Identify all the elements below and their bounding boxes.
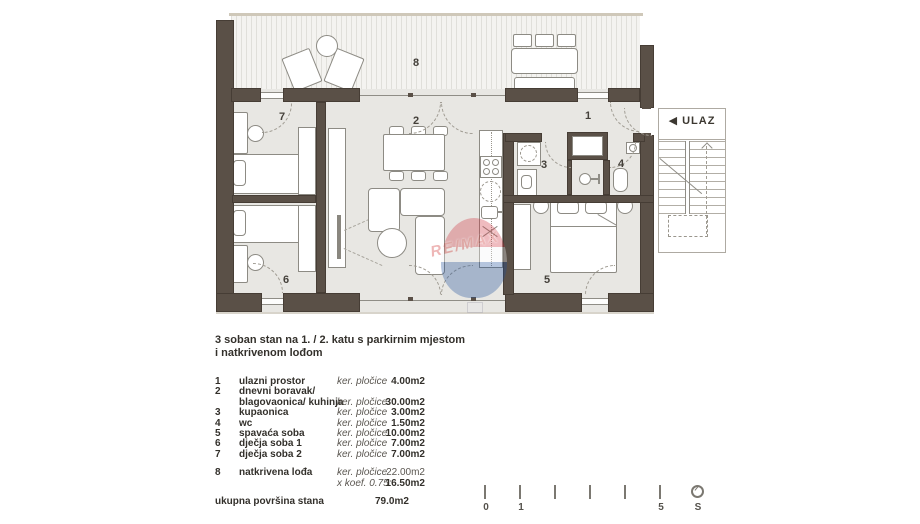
wall-segment [231, 88, 261, 102]
wall-segment [505, 293, 582, 312]
washing-machine-drum [520, 145, 537, 162]
scale-label-0: 0 [483, 502, 489, 513]
dining-chair [389, 171, 404, 181]
sofa-chaise [368, 188, 400, 232]
legend-area: 22.00m2 [386, 467, 425, 479]
sofa [400, 188, 445, 216]
legend-material: ker. pločice [337, 407, 388, 419]
wall-interior [503, 133, 514, 295]
legend-row [215, 468, 435, 478]
legend-material: ker. pločice [337, 467, 388, 479]
opening-line [360, 300, 505, 301]
legend-name: ulazni prostor [239, 376, 306, 387]
legend-name: wc [239, 417, 253, 429]
legend-name: blagovaonica/ kuhinja [239, 396, 344, 408]
wall-segment [603, 160, 610, 195]
legend-total-label: ukupna površina stana [215, 495, 324, 507]
description-line1: 3 soban stan na 1. / 2. katu s parkirnim mjestom [215, 334, 466, 346]
toilet [613, 168, 628, 192]
wall-interior [505, 133, 542, 142]
legend-area: 7.00m2 [391, 438, 425, 450]
closet [572, 136, 603, 156]
dining-chair [411, 171, 426, 181]
scale-tick [589, 485, 591, 499]
wall-left [216, 20, 234, 312]
window [261, 92, 283, 99]
legend-num: 8 [215, 467, 221, 479]
window [262, 298, 283, 305]
scale-tick [659, 485, 661, 499]
dishwasher-x [481, 224, 499, 240]
wardrobe [298, 205, 316, 272]
room-label-1: 1 [585, 110, 592, 122]
wall-segment [608, 88, 640, 102]
legend-area: 3.00m2 [391, 407, 425, 419]
stair-landing [668, 215, 708, 237]
scale-bar [478, 482, 720, 518]
legend-num: 7 [215, 448, 221, 460]
legend-material: ker. pločice [337, 427, 388, 439]
scale-tick [484, 485, 486, 499]
kitchen-sink [480, 181, 501, 202]
legend-row [215, 408, 435, 418]
legend-area: 10.00m2 [385, 427, 425, 439]
room-label-3: 3 [541, 159, 548, 171]
entrance-label [660, 114, 724, 127]
side-table [316, 35, 338, 57]
wall-right-lower [640, 135, 654, 312]
wall-right-upper [640, 45, 654, 108]
room-label-5: 5 [544, 274, 551, 286]
wall-interior [503, 195, 654, 203]
legend-material: ker. pločice [337, 417, 388, 429]
burner [483, 159, 490, 166]
legend-name: kupaonica [239, 407, 289, 419]
legend-material: ker. pločice [337, 438, 388, 450]
shower-lever [598, 174, 600, 184]
legend-material: ker. pločice [337, 448, 388, 460]
burner [492, 159, 499, 166]
legend-num: 3 [215, 407, 221, 419]
legend-name: dječja soba 2 [239, 448, 302, 460]
window [578, 92, 608, 99]
legend-area: 7.00m2 [391, 448, 425, 460]
wall-segment [216, 293, 262, 312]
compass-label: S [694, 502, 702, 513]
stair-center-wall [685, 141, 690, 214]
legend-name: dječja soba 1 [239, 438, 302, 450]
wardrobe [298, 127, 316, 195]
legend-total-row [215, 497, 435, 507]
room-label-4: 4 [618, 158, 625, 170]
watermark-text: RE/MAX [428, 228, 502, 261]
door-jamb [408, 93, 413, 97]
pillow [233, 160, 246, 186]
legend-num: 2 [215, 386, 221, 398]
legend-material: ker. pločice [337, 396, 388, 408]
north-compass-icon [691, 485, 704, 498]
entrance-arrow-icon: ◀ [668, 115, 679, 127]
legend-row [215, 479, 435, 489]
description-line2: i natkrivenom lođom [215, 347, 323, 359]
bath-sink [521, 175, 532, 189]
wall-segment [283, 88, 360, 102]
room-label-6: 6 [283, 274, 290, 286]
bed-fold-line [551, 226, 616, 227]
wall-segment [608, 293, 654, 312]
scale-label-1: 1 [518, 502, 524, 513]
legend-area: 1.50m2 [391, 417, 425, 429]
scale-tick [554, 485, 556, 499]
wall-segment [505, 88, 578, 102]
loggia-sofa [511, 48, 578, 74]
wall-interior [316, 102, 326, 293]
scale-label-5: 5 [658, 502, 664, 513]
legend-name: natkrivena lođa [239, 467, 313, 479]
scale-tick [519, 485, 521, 499]
legend-area: 30.00m2 [385, 396, 425, 408]
legend-material: ker. pločice [337, 376, 388, 387]
loggia-sofa-cushion [557, 34, 576, 47]
legend-num: 4 [215, 417, 221, 429]
legend-table [215, 377, 435, 507]
wall-segment [283, 293, 360, 312]
burner [492, 168, 499, 175]
loggia-sofa-cushion [513, 34, 532, 47]
coffee-table [377, 228, 407, 258]
legend-num: 5 [215, 427, 221, 439]
stair-divider [658, 139, 726, 140]
legend-coefficient-label: x koef. 0.75: [337, 477, 392, 489]
legend-area: 16.50m2 [385, 477, 425, 489]
legend-num: 1 [215, 376, 221, 387]
kitchen-basin [481, 206, 498, 219]
pillow [233, 210, 246, 236]
dining-table [383, 134, 445, 171]
wall-interior [232, 195, 316, 203]
legend-num: 6 [215, 438, 221, 450]
legend-name: dnevni boravak/ [239, 386, 316, 398]
loggia-edge-line [229, 13, 643, 16]
plan-bottom-shadow [216, 312, 654, 314]
door-jamb [471, 93, 476, 97]
legend-area: 4.00m2 [391, 376, 425, 387]
plan-description [215, 334, 465, 360]
door-jamb [471, 297, 476, 301]
loggia-sofa-cushion [535, 34, 554, 47]
scale-tick [624, 485, 626, 499]
legend-name: spavaća soba [239, 427, 305, 439]
entrance-label-text: ULAZ [682, 115, 716, 127]
legend-total-value: 79.0m2 [375, 495, 409, 507]
tv [337, 215, 341, 259]
floor-plan [213, 8, 758, 320]
opening-line [360, 95, 505, 96]
burner [483, 168, 490, 175]
room-label-7: 7 [279, 111, 286, 123]
legend-row [215, 450, 435, 460]
stair-treads [659, 141, 725, 214]
window [582, 298, 608, 305]
door-jamb [408, 297, 413, 301]
dining-chair [433, 171, 448, 181]
room-label-2: 2 [413, 115, 420, 127]
room-label-8: 8 [413, 57, 420, 69]
